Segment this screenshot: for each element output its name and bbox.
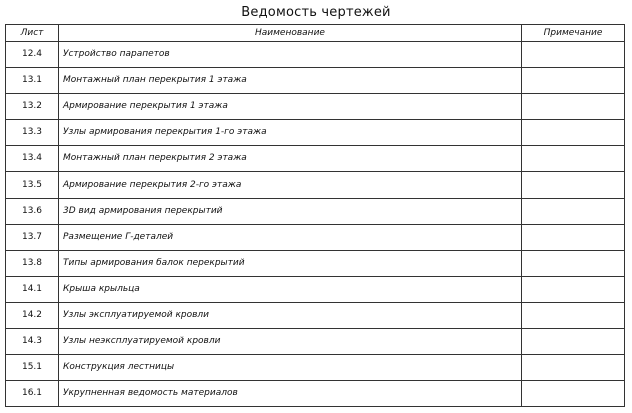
sheet-name-cell: 3D вид армирования перекрытий <box>59 198 522 224</box>
sheet-number-cell: 13.6 <box>6 198 59 224</box>
note-cell <box>522 94 625 120</box>
sheet-number-cell: 13.2 <box>6 94 59 120</box>
sheet-number-cell: 13.7 <box>6 224 59 250</box>
table-row <box>6 276 625 302</box>
note-cell <box>522 355 625 381</box>
note-cell <box>522 381 625 407</box>
sheet-number-cell: 13.1 <box>6 68 59 94</box>
table-header-row <box>6 25 625 42</box>
note-cell <box>522 276 625 302</box>
column-header-name: Наименование <box>59 25 522 42</box>
column-header-note: Примечание <box>522 25 625 42</box>
sheet-name-cell: Типы армирования балок перекрытий <box>59 250 522 276</box>
note-cell <box>522 68 625 94</box>
note-cell <box>522 146 625 172</box>
column-header-sheet: Лист <box>6 25 59 42</box>
sheet-name-cell: Монтажный план перекрытия 1 этажа <box>59 68 522 94</box>
table-row <box>6 381 625 407</box>
table-row <box>6 172 625 198</box>
table-row <box>6 42 625 68</box>
sheet-name-cell: Армирование перекрытия 2-го этажа <box>59 172 522 198</box>
document-title: Ведомость чертежей <box>241 5 391 20</box>
sheet-number-cell: 12.4 <box>6 42 59 68</box>
sheet-name-cell: Размещение Г-деталей <box>59 224 522 250</box>
table-row <box>6 198 625 224</box>
table-row <box>6 68 625 94</box>
sheet-number-cell: 15.1 <box>6 355 59 381</box>
drawing-list-table <box>5 24 625 407</box>
note-cell <box>522 172 625 198</box>
sheet-number-cell: 14.3 <box>6 329 59 355</box>
sheet-number-cell: 13.5 <box>6 172 59 198</box>
sheet-number-cell: 13.4 <box>6 146 59 172</box>
sheet-name-cell: Крыша крыльца <box>59 276 522 302</box>
sheet-number-cell: 13.8 <box>6 250 59 276</box>
table-row <box>6 224 625 250</box>
sheet-number-cell: 14.2 <box>6 302 59 328</box>
note-cell <box>522 224 625 250</box>
note-cell <box>522 198 625 224</box>
table-row <box>6 329 625 355</box>
sheet-name-cell: Устройство парапетов <box>59 42 522 68</box>
sheet-name-cell: Монтажный план перекрытия 2 этажа <box>59 146 522 172</box>
sheet-number-cell: 16.1 <box>6 381 59 407</box>
table-row <box>6 94 625 120</box>
note-cell <box>522 329 625 355</box>
note-cell <box>522 250 625 276</box>
sheet-name-cell: Конструкция лестницы <box>59 355 522 381</box>
note-cell <box>522 42 625 68</box>
note-cell <box>522 302 625 328</box>
note-cell <box>522 120 625 146</box>
sheet-name-cell: Укрупненная ведомость материалов <box>59 381 522 407</box>
table-row <box>6 120 625 146</box>
table-row <box>6 302 625 328</box>
sheet-name-cell: Узлы эксплуатируемой кровли <box>59 302 522 328</box>
table-row <box>6 146 625 172</box>
sheet-number-cell: 14.1 <box>6 276 59 302</box>
sheet-name-cell: Узлы неэксплуатируемой кровли <box>59 329 522 355</box>
table-row <box>6 355 625 381</box>
sheet-name-cell: Армирование перекрытия 1 этажа <box>59 94 522 120</box>
sheet-name-cell: Узлы армирования перекрытия 1-го этажа <box>59 120 522 146</box>
table-row <box>6 250 625 276</box>
sheet-number-cell: 13.3 <box>6 120 59 146</box>
